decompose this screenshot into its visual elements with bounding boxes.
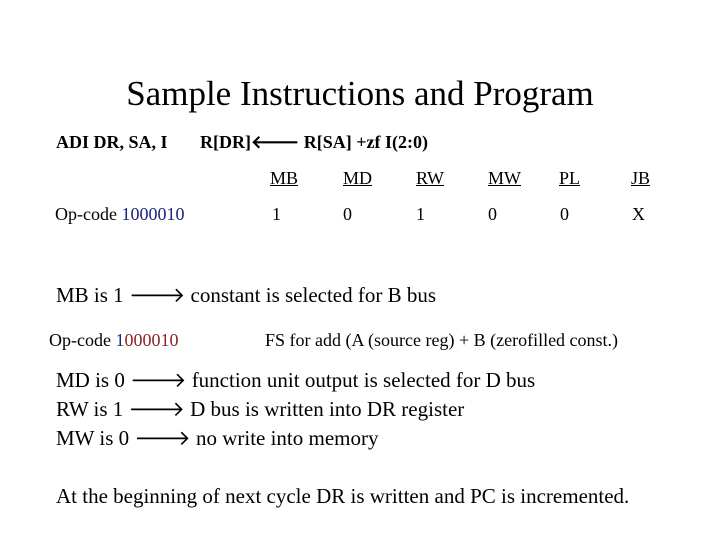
mb-note-lhs: MB is 1 <box>56 283 124 307</box>
opcode2-bits <box>115 330 178 350</box>
value-rw: 1 <box>416 204 425 224</box>
left-arrow-icon: 🡐 <box>251 132 300 152</box>
register-transfer <box>200 132 428 153</box>
right-arrow-icon: 🡒 <box>134 426 191 450</box>
header-md: MD <box>343 168 373 188</box>
header-jb: JB <box>631 168 651 188</box>
rtl-rhs: R[SA] +zf I(2:0) <box>303 132 429 152</box>
opcode-line-2 <box>49 330 178 351</box>
mb-note <box>56 283 436 308</box>
rtl-lhs: R[DR] <box>200 132 251 152</box>
opcode-row-label <box>55 204 184 225</box>
header-mw: MW <box>488 168 521 188</box>
opcode2-highlight: 000 <box>124 330 152 350</box>
right-arrow-icon: 🡒 <box>128 283 186 307</box>
note-rw-rhs: D bus is written into DR register <box>190 397 465 421</box>
note-rw <box>56 395 535 424</box>
value-jb: X <box>632 204 645 224</box>
value-md: 0 <box>343 204 352 224</box>
opcode-label: Op-code <box>55 204 117 224</box>
header-mb: MB <box>270 168 299 188</box>
opcode2-suffix: 010 <box>151 330 179 350</box>
opcode2-prefix: 1 <box>115 330 125 350</box>
control-notes <box>56 366 535 453</box>
mb-note-rhs: constant is selected for B bus <box>190 283 437 307</box>
fs-description: FS for add (A (source reg) + B (zerofilled const.) <box>265 330 619 350</box>
opcode2-label: Op-code <box>49 330 111 350</box>
note-mw-lhs: MW is 0 <box>56 426 130 450</box>
opcode-prefix: 1000 <box>121 204 158 224</box>
note-rw-lhs: RW is 1 <box>56 397 124 421</box>
note-mw <box>56 424 535 453</box>
right-arrow-icon: 🡒 <box>130 368 187 392</box>
header-pl: PL <box>559 168 581 188</box>
note-md-rhs: function unit output is selected for D bus <box>191 368 536 392</box>
value-pl: 0 <box>560 204 569 224</box>
instruction-mnemonic: ADI DR, SA, I <box>56 132 168 152</box>
note-md-lhs: MD is 0 <box>56 368 125 392</box>
opcode-suffix: 010 <box>157 204 185 224</box>
opcode-bits <box>121 204 184 224</box>
value-mb: 1 <box>272 204 281 224</box>
page-title: Sample Instructions and Program <box>126 74 594 113</box>
right-arrow-icon: 🡒 <box>128 397 185 421</box>
note-md <box>56 366 535 395</box>
header-rw: RW <box>416 168 445 188</box>
final-note: At the beginning of next cycle DR is written and PC is incremented. <box>56 484 630 508</box>
note-mw-rhs: no write into memory <box>195 426 379 450</box>
value-mw: 0 <box>488 204 497 224</box>
